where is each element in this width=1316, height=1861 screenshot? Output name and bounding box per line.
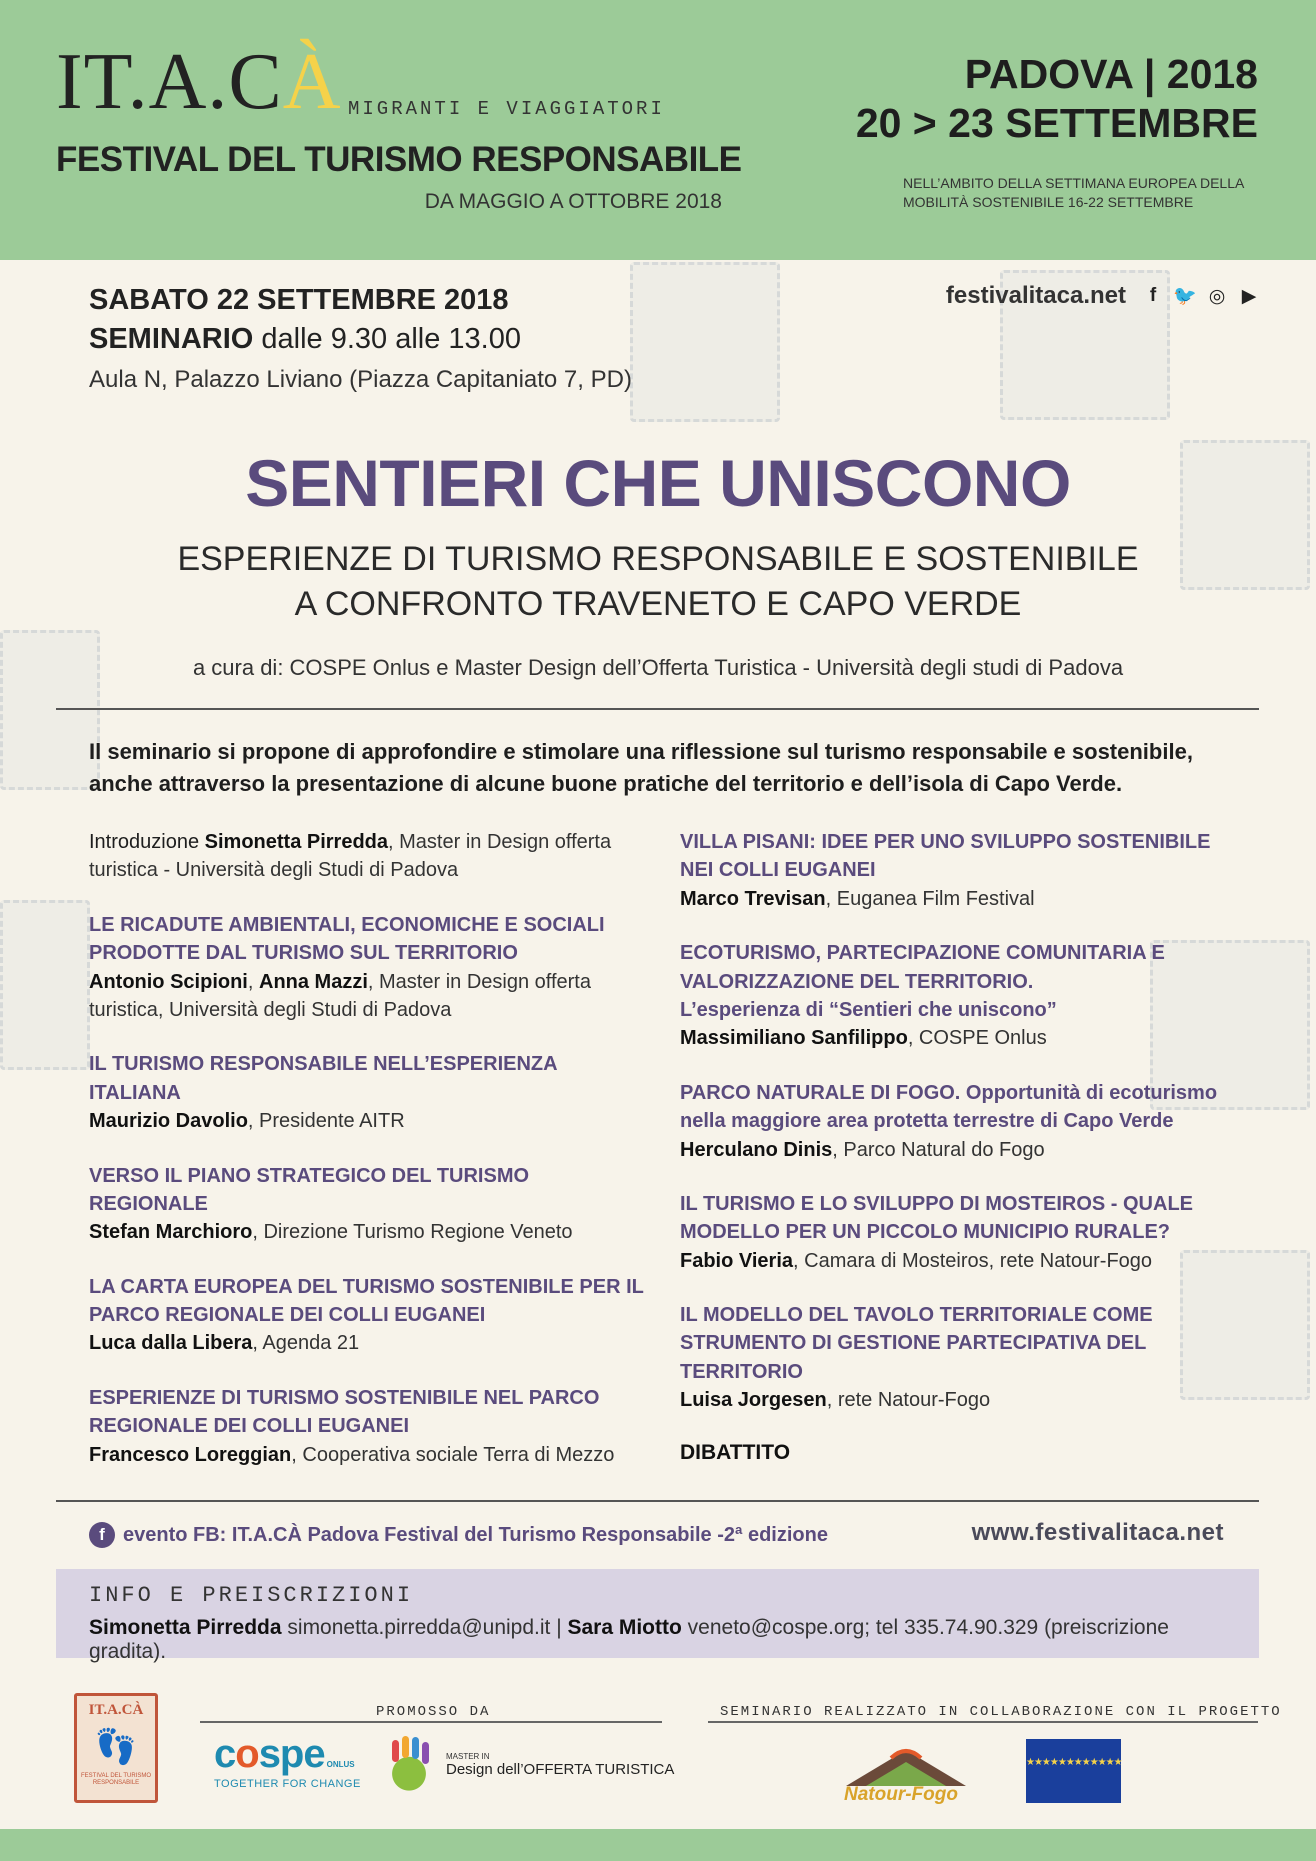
master-design-logo: MASTER IN Design dell’OFFERTA TURISTICA xyxy=(380,1736,674,1794)
facebook-icon[interactable]: f xyxy=(1149,285,1157,306)
info-title: INFO E PREISCRIZIONI xyxy=(89,1583,414,1608)
facebook-event-text: evento FB: IT.A.CÀ Padova Festival del Turismo Responsabile -2ª edizione xyxy=(123,1523,828,1546)
talk-title: VILLA PISANI: IDEE PER UNO SVILUPPO SOSTENIBILE NEI COLLI EUGANEI xyxy=(680,831,1211,882)
natour-fogo-logo: Natour-Fogo xyxy=(836,1742,976,1808)
program-item: IL MODELLO DEL TAVOLO TERRITORIALE COME STRUMENTO DI GESTIONE PARTECIPATIVA DEL TERRITORIO Luisa Jorgesen, rete Natour-Fogo xyxy=(680,1301,1240,1415)
event-dates: 20 > 23 SETTEMBRE xyxy=(855,100,1258,147)
subtitle-line-2: A CONFRONTO TRAVENETO E CAPO VERDE xyxy=(294,584,1022,623)
program-item: ESPERIENZE DI TURISMO SOSTENIBILE NEL PARCO REGIONALE DEI COLLI EUGANEI Francesco Loreggian, Cooperativa sociale Terra di Mezzo xyxy=(89,1384,649,1469)
footer-rule xyxy=(708,1721,1258,1723)
seminar-subtitle xyxy=(0,537,1316,627)
cospe-logo: cospe ONLUS TOGETHER FOR CHANGE xyxy=(214,1732,361,1790)
program-item: LA CARTA EUROPEA DEL TURISMO SOSTENIBILE PER IL PARCO REGIONALE DEI COLLI EUGANEI Luca dalla Libera, Agenda 21 xyxy=(89,1273,649,1358)
youtube-icon[interactable]: ▶ xyxy=(1241,285,1257,307)
talk-subtitle: Opportunità di ecoturismo nella maggiore area protetta terrestre di Capo Verde xyxy=(680,1081,1218,1133)
program-item: VILLA PISANI: IDEE PER UNO SVILUPPO SOSTENIBILE NEI COLLI EUGANEI Marco Trevisan, Euganea Film Festival xyxy=(680,828,1240,913)
site-link[interactable]: festivalitaca.net xyxy=(945,282,1126,309)
stamp-decoration xyxy=(630,262,780,422)
logo-subtitle: MIGRANTI E VIAGGIATORI xyxy=(348,98,665,120)
website-link[interactable]: www.festivalitaca.net xyxy=(971,1519,1224,1546)
divider xyxy=(56,708,1259,710)
collaboration-label: SEMINARIO REALIZZATO IN COLLABORAZIONE CON IL PROGETTO xyxy=(720,1704,1282,1720)
program-right-column xyxy=(680,828,1240,1465)
program-item: ECOTURISMO, PARTECIPAZIONE COMUNITARIA E VALORIZZAZIONE DEL TERRITORIO. L’esperienza di “Sentieri che uniscono” Massimiliano Sanfilippo, COSPE Onlus xyxy=(680,939,1240,1053)
speaker-name: Simonetta Pirredda xyxy=(204,831,389,853)
festival-header xyxy=(0,0,1316,260)
hand-icon xyxy=(380,1736,438,1794)
itaca-badge-logo: IT.A.CÀ 👣 FESTIVAL DEL TURISMO RESPONSABILE xyxy=(74,1693,158,1803)
twitter-icon[interactable]: 🐦 xyxy=(1173,286,1197,307)
program-left-column xyxy=(89,828,649,1495)
talk-title: ECOTURISMO, PARTECIPAZIONE COMUNITARIA E VALORIZZAZIONE DEL TERRITORIO. xyxy=(680,942,1165,993)
event-venue: Aula N, Palazzo Liviano (Piazza Capitaniato 7, PD) xyxy=(89,366,632,393)
talk-subtitle: L’esperienza di “Sentieri che uniscono” xyxy=(680,998,1057,1021)
bottom-strip xyxy=(0,1829,1316,1861)
speaker-name: Luisa Jorgesen xyxy=(680,1389,827,1412)
promoted-by-label: PROMOSSO DA xyxy=(376,1704,491,1720)
mobility-week-note: NELL’AMBITO DELLA SETTIMANA EUROPEA DELLA MOBILITÀ SOSTENIBILE 16-22 SETTEMBRE xyxy=(903,175,1244,210)
facebook-icon: f xyxy=(89,1522,115,1548)
speaker-name: Antonio Scipioni xyxy=(89,970,248,993)
event-info xyxy=(89,284,632,394)
talk-title: IL TURISMO RESPONSABILE NELL’ESPERIENZA ITALIANA xyxy=(89,1053,557,1104)
seminar-time: SEMINARIO dalle 9.30 alle 13.00 xyxy=(89,323,521,355)
divider xyxy=(56,1500,1259,1502)
speaker-name: Luca dalla Libera xyxy=(89,1332,253,1355)
speaker-name: Anna Mazzi xyxy=(259,970,368,993)
program-item: IL TURISMO E LO SVILUPPO DI MOSTEIROS - QUALE MODELLO PER UN PICCOLO MUNICIPIO RURALE? Fabio Vieria, Camara di Mosteiros, rete Natour-Fogo xyxy=(680,1190,1240,1275)
festival-title: FESTIVAL DEL TURISMO RESPONSABILE xyxy=(56,140,742,179)
instagram-icon[interactable]: ◎ xyxy=(1208,285,1226,307)
city-dates xyxy=(856,50,1258,148)
stamp-decoration xyxy=(0,900,90,1070)
program-item: IL TURISMO RESPONSABILE NELL’ESPERIENZA ITALIANA Maurizio Davolio, Presidente AITR xyxy=(89,1050,649,1135)
itaca-logo: IT.A.CÀ xyxy=(56,38,342,126)
speaker-name: Massimiliano Sanfilippo xyxy=(680,1027,908,1050)
title-block xyxy=(0,445,1316,681)
talk-title: PARCO NATURALE DI FOGO. xyxy=(680,1081,961,1104)
social-links xyxy=(946,282,1260,310)
speaker-name: Stefan Marchioro xyxy=(89,1221,253,1244)
seminar-title: SENTIERI CHE UNISCONO xyxy=(245,446,1071,520)
program-item: VERSO IL PIANO STRATEGICO DEL TURISMO REGIONALE Stefan Marchioro, Direzione Turismo Regione Veneto xyxy=(89,1162,649,1247)
eu-stars-icon: ★★★★★★★★★★★★ xyxy=(1026,1757,1122,1768)
talk-title: LE RICADUTE AMBIENTALI, ECONOMICHE E SOCIALI PRODOTTE DAL TURISMO SUL TERRITORIO xyxy=(89,913,605,965)
info-box xyxy=(56,1569,1259,1663)
speaker-name: Herculano Dinis xyxy=(680,1138,833,1161)
curated-by: a cura di: COSPE Onlus e Master Design dell’Offerta Turistica - Università degli studi di Padova xyxy=(192,654,1124,680)
program-item: PARCO NATURALE DI FOGO. Opportunità di ecoturismo nella maggiore area protetta terrestre di Capo Verde Herculano Dinis, Parco Natural do Fogo xyxy=(680,1081,1218,1161)
speaker-name: Maurizio Davolio xyxy=(89,1110,248,1133)
event-date: SABATO 22 SETTEMBRE 2018 xyxy=(89,284,509,316)
facebook-event-link[interactable] xyxy=(89,1522,828,1548)
volcano-icon xyxy=(836,1742,976,1786)
talk-title: ESPERIENZE DI TURISMO SOSTENIBILE NEL PARCO REGIONALE DEI COLLI EUGANEI xyxy=(89,1386,600,1438)
closing-debate: DIBATTITO xyxy=(680,1440,791,1464)
footprints-icon: 👣 xyxy=(94,1728,138,1766)
talk-title: LA CARTA EUROPEA DEL TURISMO SOSTENIBILE PER IL PARCO REGIONALE DEI COLLI EUGANEI xyxy=(89,1275,644,1327)
speaker-name: Marco Trevisan xyxy=(680,887,826,910)
eu-flag-logo xyxy=(1026,1739,1121,1803)
info-contacts: Simonetta Pirredda simonetta.pirredda@unipd.it | Sara Miotto veneto@cospe.org; tel 335.74.90.329 (preiscrizione gradita). xyxy=(89,1616,1169,1663)
footer-rule xyxy=(200,1721,662,1723)
program-item: LE RICADUTE AMBIENTALI, ECONOMICHE E SOCIALI PRODOTTE DAL TURISMO SUL TERRITORIO Antonio Scipioni, Anna Mazzi, Master in Design offerta turistica, Università degli Studi di Padova xyxy=(89,911,649,1025)
program-item: Introduzione Simonetta Pirredda, Master in Design offerta turistica - Università degli Studi di Padova xyxy=(89,831,612,882)
intro-paragraph: Il seminario si propone di approfondire e stimolare una riflessione sul turismo responsabile e sostenibile, anche attraverso la presentazione di alcune buone pratiche del territorio e dell’isola di Capo Verde. xyxy=(89,739,1193,796)
talk-title: IL TURISMO E LO SVILUPPO DI MOSTEIROS - QUALE MODELLO PER UN PICCOLO MUNICIPIO RURALE? xyxy=(680,1192,1193,1244)
speaker-name: Fabio Vieria xyxy=(680,1249,794,1272)
speaker-name: Francesco Loreggian xyxy=(89,1443,292,1466)
subtitle-line-1: ESPERIENZE DI TURISMO RESPONSABILE E SOSTENIBILE xyxy=(177,540,1139,578)
talk-title: VERSO IL PIANO STRATEGICO DEL TURISMO REGIONALE xyxy=(89,1164,530,1215)
city-year: PADOVA | 2018 xyxy=(964,51,1258,97)
talk-title: IL MODELLO DEL TAVOLO TERRITORIALE COME STRUMENTO DI GESTIONE PARTECIPATIVA DEL TERRITORIO xyxy=(680,1304,1153,1383)
festival-dates: DA MAGGIO A OTTOBRE 2018 xyxy=(424,190,722,213)
